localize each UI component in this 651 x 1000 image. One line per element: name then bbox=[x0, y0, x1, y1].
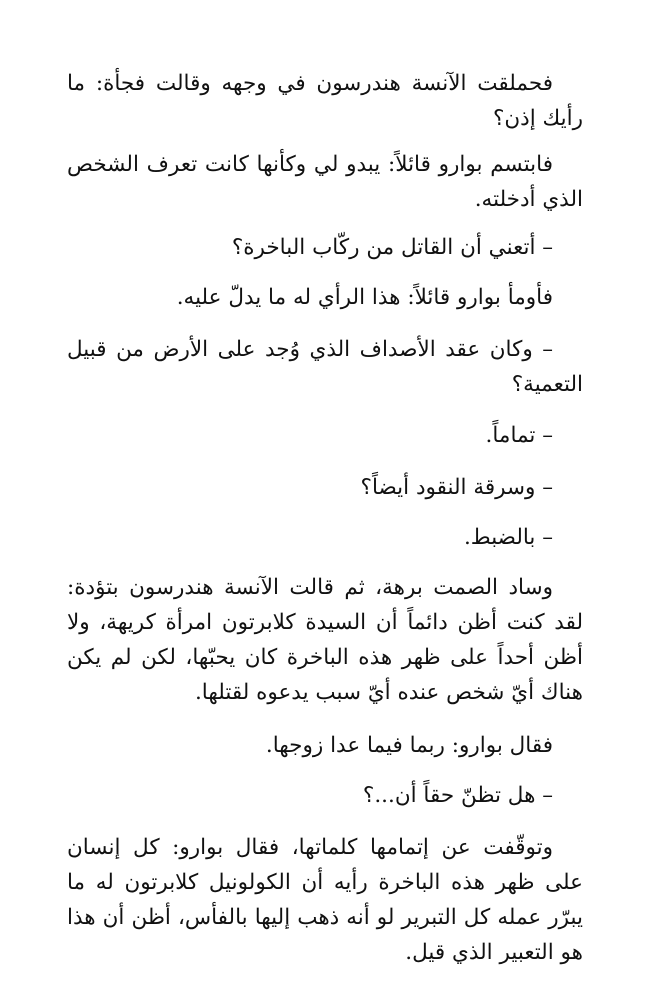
paragraph-2: فابتسم بوارو قائلاً: يبدو لي وكأنها كانت تعرف الشخص الذي أدخلته. bbox=[67, 152, 583, 212]
paragraph-10: فقال بوارو: ربما فيما عدا زوجها. bbox=[265, 733, 553, 758]
paragraph-11: – هل تظنّ حقاً أن...؟ bbox=[362, 783, 553, 808]
paragraph-9: وساد الصمت برهة، ثم قالت الآنسة هندرسون بتؤدة: لقد كنت أظن دائماً أن السيدة كلابرتون امرأة كريهة، ولا أظن أحداً على ظهر هذه الباخرة كان يحبّها، لكن لم يكن هناك أيّ شخص عنده أيّ سبب يدعوه لقتلها. bbox=[67, 575, 583, 705]
paragraph-8: – بالضبط. bbox=[463, 525, 553, 550]
paragraph-4: فأومأ بوارو قائلاً: هذا الرأي له ما يدلّ عليه. bbox=[176, 285, 553, 310]
paragraph-1: فحملقت الآنسة هندرسون في وجهه وقالت فجأة: ما رأيك إذن؟ bbox=[67, 71, 583, 131]
paragraph-3: – أتعني أن القاتل من ركّاب الباخرة؟ bbox=[231, 235, 553, 260]
paragraph-6: – تماماً. bbox=[485, 423, 553, 448]
paragraph-12: وتوقّفت عن إتمامها كلماتها، فقال بوارو: كل إنسان على ظهر هذه الباخرة رأيه أن الكولونيل كلابرتون له ما يبرّر عمله كل التبرير لو أنه ذهب إليها بالفأس، أظن أن هذا هو التعبير الذي قيل. bbox=[67, 835, 583, 965]
paragraph-5: – وكان عقد الأصداف الذي وُجد على الأرض من قبيل التعمية؟ bbox=[67, 337, 583, 397]
paragraph-7: – وسرقة النقود أيضاً؟ bbox=[360, 475, 553, 500]
